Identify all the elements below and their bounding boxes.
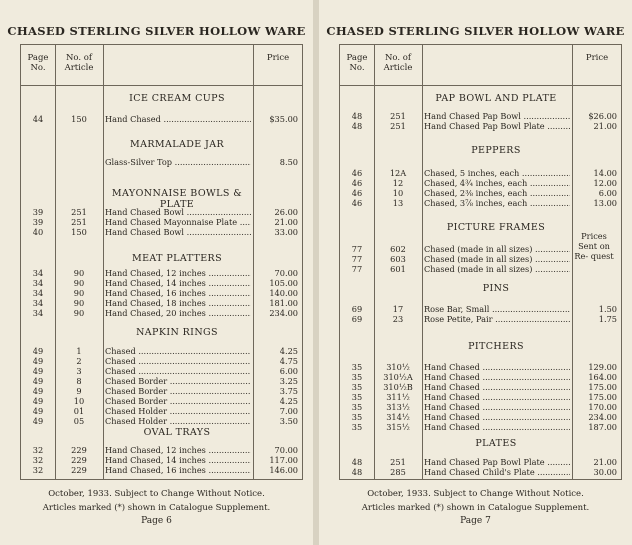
table-row bbox=[21, 386, 302, 396]
page-no-cell: 34 bbox=[32, 278, 44, 288]
page-title: CHASED STERLING SILVER HOLLOW WARE bbox=[7, 24, 306, 38]
article-no-cell: 229 bbox=[71, 445, 87, 455]
page-no-cell: 69 bbox=[351, 314, 363, 324]
table-row bbox=[21, 288, 302, 298]
page-no-cell: 49 bbox=[32, 416, 44, 426]
price-cell: 164.00 bbox=[588, 372, 617, 382]
page-no-cell: 46 bbox=[351, 168, 363, 178]
page-no-cell: 34 bbox=[32, 288, 44, 298]
page-no-cell: 35 bbox=[351, 372, 363, 382]
table-row bbox=[340, 198, 621, 208]
price-cell: 146.00 bbox=[269, 465, 298, 475]
page-no-cell: 34 bbox=[32, 308, 44, 318]
description-cell: Chased Holder ..... bbox=[105, 406, 251, 416]
table-row bbox=[340, 402, 621, 412]
header-price: Price bbox=[266, 53, 290, 63]
description-cell: Chased (made in all sizes) ..... bbox=[424, 264, 570, 274]
description-cell: Hand Chased Pap Bowl Plate ..... bbox=[424, 457, 570, 467]
page-no-cell: 40 bbox=[32, 227, 44, 237]
price-cell: 70.00 bbox=[274, 445, 298, 455]
description-cell: Chased, 3⅞ inches, each ..... bbox=[424, 198, 570, 208]
footer-line: October, 1933. Subject to Change Without Notice. bbox=[48, 489, 265, 499]
page-no-cell: 39 bbox=[32, 217, 44, 227]
page-no-cell: 35 bbox=[351, 412, 363, 422]
page-no-cell: 44 bbox=[32, 114, 44, 124]
page-no-cell: 48 bbox=[351, 457, 363, 467]
table-row bbox=[340, 254, 621, 264]
description-cell: Hand Chased, 18 inches ..... bbox=[105, 298, 251, 308]
table-row bbox=[21, 217, 302, 227]
article-no-cell: 601 bbox=[390, 264, 406, 274]
header-page-no: Page No. bbox=[27, 53, 49, 73]
price-cell: 26.00 bbox=[274, 207, 298, 217]
table-row bbox=[340, 314, 621, 324]
page-no-cell: 49 bbox=[32, 406, 44, 416]
price-cell: 12.00 bbox=[593, 178, 617, 188]
page-no-cell: 35 bbox=[351, 362, 363, 372]
description-cell: Chased Border ..... bbox=[105, 386, 251, 396]
page-no-cell: 69 bbox=[351, 304, 363, 314]
table-row bbox=[340, 422, 621, 432]
page-no-cell: 35 bbox=[351, 392, 363, 402]
page-no-cell: 32 bbox=[32, 465, 44, 475]
price-cell: 175.00 bbox=[588, 382, 617, 392]
description-cell: Hand Chased Pap Bowl ..... bbox=[424, 111, 570, 121]
table-row bbox=[21, 298, 302, 308]
description-cell: Hand Chased ..... bbox=[424, 422, 570, 432]
table-row bbox=[340, 362, 621, 372]
page-no-cell: 46 bbox=[351, 188, 363, 198]
description-cell: Hand Chased Bowl ..... bbox=[105, 227, 251, 237]
description-cell: Chased (made in all sizes) ..... bbox=[424, 244, 570, 254]
section-heading: MAYONNAISE BOWLS & PLATE bbox=[111, 188, 243, 210]
left-page bbox=[0, 0, 313, 545]
description-cell: Chased ..... bbox=[105, 366, 251, 376]
header-price: Price bbox=[585, 53, 609, 63]
article-no-cell: 01 bbox=[73, 406, 85, 416]
footer-line: October, 1933. Subject to Change Without Notice. bbox=[367, 489, 584, 499]
page-no-cell: 35 bbox=[351, 402, 363, 412]
page-no-cell: 32 bbox=[32, 445, 44, 455]
article-no-cell: 311½ bbox=[386, 392, 410, 402]
table-row bbox=[21, 114, 302, 124]
description-cell: Hand Chased, 16 inches ..... bbox=[105, 465, 251, 475]
page-no-cell: 77 bbox=[351, 264, 363, 274]
description-cell: Chased ..... bbox=[105, 356, 251, 366]
section-heading: PITCHERS bbox=[468, 341, 524, 352]
article-no-cell: 315½ bbox=[386, 422, 410, 432]
article-no-cell: 05 bbox=[73, 416, 85, 426]
description-cell: Chased Border ..... bbox=[105, 396, 251, 406]
description-cell: Hand Chased, 12 inches ..... bbox=[105, 445, 251, 455]
table-row bbox=[340, 304, 621, 314]
description-cell: Hand Chased ..... bbox=[424, 362, 570, 372]
article-no-cell: 150 bbox=[71, 114, 87, 124]
article-no-cell: 90 bbox=[73, 288, 85, 298]
table-row bbox=[340, 188, 621, 198]
page-no-cell: 48 bbox=[351, 467, 363, 477]
article-no-cell: 313½ bbox=[386, 402, 410, 412]
price-table bbox=[339, 44, 622, 480]
article-no-cell: 12 bbox=[392, 178, 404, 188]
price-cell: 4.25 bbox=[279, 346, 298, 356]
description-cell: Hand Chased, 14 inches ..... bbox=[105, 455, 251, 465]
page-no-cell: 49 bbox=[32, 396, 44, 406]
description-cell: Hand Chased ..... bbox=[105, 114, 251, 124]
article-no-cell: 229 bbox=[71, 455, 87, 465]
price-cell: 21.00 bbox=[274, 217, 298, 227]
page-title: CHASED STERLING SILVER HOLLOW WARE bbox=[326, 24, 625, 38]
price-cell: 13.00 bbox=[593, 198, 617, 208]
page-no-cell: 39 bbox=[32, 207, 44, 217]
article-no-cell: 90 bbox=[73, 268, 85, 278]
price-note: Prices Sent on Re- quest bbox=[574, 231, 614, 261]
article-no-cell: 8 bbox=[76, 376, 82, 386]
table-row bbox=[21, 376, 302, 386]
price-cell: 33.00 bbox=[274, 227, 298, 237]
table-row bbox=[340, 111, 621, 121]
header-article-no: No. of Article bbox=[64, 53, 94, 73]
table-row bbox=[340, 382, 621, 392]
description-cell: Chased Border ..... bbox=[105, 376, 251, 386]
price-cell: 14.00 bbox=[593, 168, 617, 178]
page-no-cell: 48 bbox=[351, 121, 363, 131]
section-heading: PEPPERS bbox=[471, 145, 521, 156]
article-no-cell: 17 bbox=[392, 304, 404, 314]
section-heading: MARMALADE JAR bbox=[129, 139, 225, 150]
table-row bbox=[21, 416, 302, 426]
section-heading: PINS bbox=[482, 283, 510, 294]
table-row bbox=[340, 372, 621, 382]
section-heading: PLATES bbox=[475, 438, 517, 449]
description-cell: Hand Chased ..... bbox=[424, 382, 570, 392]
section-heading: MEAT PLATTERS bbox=[131, 253, 223, 264]
table-header bbox=[21, 45, 302, 86]
page-no-cell: 77 bbox=[351, 244, 363, 254]
price-cell: 70.00 bbox=[274, 268, 298, 278]
section-heading: ICE CREAM CUPS bbox=[129, 93, 225, 104]
article-no-cell: 251 bbox=[71, 207, 87, 217]
right-page bbox=[319, 0, 632, 545]
table-row bbox=[21, 455, 302, 465]
description-cell: Hand Chased, 12 inches ..... bbox=[105, 268, 251, 278]
table-row bbox=[340, 467, 621, 477]
footer-notice bbox=[319, 487, 632, 515]
section-heading: OVAL TRAYS bbox=[143, 427, 211, 438]
table-row bbox=[21, 396, 302, 406]
page-number: Page 6 bbox=[141, 516, 172, 526]
footer-line: Articles marked (*) shown in Catalogue Supplement. bbox=[42, 503, 271, 513]
article-no-cell: 602 bbox=[390, 244, 406, 254]
article-no-cell: 2 bbox=[76, 356, 82, 366]
page-no-cell: 46 bbox=[351, 198, 363, 208]
page-no-cell: 34 bbox=[32, 268, 44, 278]
page-no-cell: 32 bbox=[32, 455, 44, 465]
article-no-cell: 310½A bbox=[383, 372, 413, 382]
price-cell: 181.00 bbox=[269, 298, 298, 308]
table-row bbox=[340, 244, 621, 254]
table-row bbox=[340, 121, 621, 131]
table-row bbox=[21, 356, 302, 366]
article-no-cell: 251 bbox=[390, 121, 406, 131]
section-heading: PAP BOWL AND PLATE bbox=[435, 93, 557, 104]
table-row bbox=[21, 308, 302, 318]
price-cell: 7.00 bbox=[279, 406, 298, 416]
description-cell: Hand Chased Pap Bowl Plate ..... bbox=[424, 121, 570, 131]
price-cell: 3.25 bbox=[279, 376, 298, 386]
price-table bbox=[20, 44, 303, 480]
description-cell: Chased, 2⅜ inches, each ..... bbox=[424, 188, 570, 198]
price-cell: 170.00 bbox=[588, 402, 617, 412]
price-cell: 140.00 bbox=[269, 288, 298, 298]
article-no-cell: 12A bbox=[389, 168, 407, 178]
page-no-cell: 46 bbox=[351, 178, 363, 188]
price-cell: 3.50 bbox=[279, 416, 298, 426]
price-cell: 187.00 bbox=[588, 422, 617, 432]
description-cell: Hand Chased ..... bbox=[424, 402, 570, 412]
article-no-cell: 3 bbox=[76, 366, 82, 376]
page-no-cell: 34 bbox=[32, 298, 44, 308]
page-no-cell: 49 bbox=[32, 376, 44, 386]
description-cell: Hand Chased ..... bbox=[424, 372, 570, 382]
price-cell: $26.00 bbox=[588, 111, 617, 121]
page-no-cell: 35 bbox=[351, 382, 363, 392]
article-no-cell: 10 bbox=[392, 188, 404, 198]
table-row bbox=[21, 278, 302, 288]
page-no-cell: 48 bbox=[351, 111, 363, 121]
table-row bbox=[21, 465, 302, 475]
price-cell: 234.00 bbox=[588, 412, 617, 422]
description-cell: Hand Chased, 14 inches ..... bbox=[105, 278, 251, 288]
price-cell: 3.75 bbox=[279, 386, 298, 396]
table-row bbox=[340, 178, 621, 188]
table-row bbox=[340, 168, 621, 178]
price-cell: 8.50 bbox=[279, 157, 298, 167]
description-cell: Chased, 5 inches, each ..... bbox=[424, 168, 570, 178]
table-row bbox=[340, 264, 621, 274]
article-no-cell: 90 bbox=[73, 298, 85, 308]
article-no-cell: 150 bbox=[71, 227, 87, 237]
footer-notice bbox=[0, 487, 313, 515]
page-no-cell: 49 bbox=[32, 356, 44, 366]
table-row bbox=[21, 445, 302, 455]
article-no-cell: 251 bbox=[390, 111, 406, 121]
description-cell: Glass-Silver Top ..... bbox=[105, 157, 251, 167]
footer-line: Articles marked (*) shown in Catalogue Supplement. bbox=[361, 503, 590, 513]
price-cell: 6.00 bbox=[598, 188, 617, 198]
description-cell: Hand Chased ..... bbox=[424, 392, 570, 402]
page-no-cell: 49 bbox=[32, 386, 44, 396]
article-no-cell: 310½ bbox=[386, 362, 410, 372]
page-no-cell: 49 bbox=[32, 346, 44, 356]
table-row bbox=[340, 457, 621, 467]
price-cell: 117.00 bbox=[269, 455, 298, 465]
table-header bbox=[340, 45, 621, 86]
price-cell: 129.00 bbox=[588, 362, 617, 372]
price-cell: 1.75 bbox=[598, 314, 617, 324]
section-heading: PICTURE FRAMES bbox=[446, 222, 546, 233]
article-no-cell: 13 bbox=[392, 198, 404, 208]
page-no-cell: 49 bbox=[32, 366, 44, 376]
article-no-cell: 90 bbox=[73, 308, 85, 318]
article-no-cell: 9 bbox=[76, 386, 82, 396]
description-cell: Chased ..... bbox=[105, 346, 251, 356]
table-row bbox=[340, 412, 621, 422]
price-cell: 30.00 bbox=[593, 467, 617, 477]
price-cell: 105.00 bbox=[269, 278, 298, 288]
article-no-cell: 251 bbox=[390, 457, 406, 467]
description-cell: Hand Chased, 20 inches ..... bbox=[105, 308, 251, 318]
page-no-cell: 77 bbox=[351, 254, 363, 264]
article-no-cell: 229 bbox=[71, 465, 87, 475]
description-cell: Hand Chased Mayonnaise Plate ..... bbox=[105, 217, 251, 227]
table-row bbox=[21, 268, 302, 278]
page-number: Page 7 bbox=[460, 516, 491, 526]
article-no-cell: 251 bbox=[71, 217, 87, 227]
price-cell: 234.00 bbox=[269, 308, 298, 318]
price-cell: 4.25 bbox=[279, 396, 298, 406]
page-no-cell: 35 bbox=[351, 422, 363, 432]
section-heading: NAPKIN RINGS bbox=[136, 327, 218, 338]
price-cell: 21.00 bbox=[593, 121, 617, 131]
price-cell: 6.00 bbox=[279, 366, 298, 376]
article-no-cell: 310½B bbox=[383, 382, 413, 392]
article-no-cell: 10 bbox=[73, 396, 85, 406]
price-cell: $35.00 bbox=[269, 114, 298, 124]
table-row bbox=[21, 346, 302, 356]
description-cell: Chased Holder ..... bbox=[105, 416, 251, 426]
table-row bbox=[21, 207, 302, 217]
price-cell: 4.75 bbox=[279, 356, 298, 366]
article-no-cell: 603 bbox=[390, 254, 406, 264]
description-cell: Hand Chased Bowl ..... bbox=[105, 207, 251, 217]
price-cell: 1.50 bbox=[598, 304, 617, 314]
article-no-cell: 285 bbox=[390, 467, 406, 477]
description-cell: Hand Chased, 16 inches ..... bbox=[105, 288, 251, 298]
description-cell: Rose Petite, Pair ..... bbox=[424, 314, 570, 324]
article-no-cell: 90 bbox=[73, 278, 85, 288]
description-cell: Hand Chased ..... bbox=[424, 412, 570, 422]
header-page-no: Page No. bbox=[346, 53, 368, 73]
table-row bbox=[21, 157, 302, 167]
article-no-cell: 314½ bbox=[386, 412, 410, 422]
article-no-cell: 1 bbox=[76, 346, 82, 356]
description-cell: Hand Chased Child's Plate ..... bbox=[424, 467, 570, 477]
description-cell: Chased, 4¾ inches, each ..... bbox=[424, 178, 570, 188]
table-row bbox=[340, 392, 621, 402]
table-row bbox=[21, 366, 302, 376]
price-cell: 21.00 bbox=[593, 457, 617, 467]
table-row bbox=[21, 406, 302, 416]
header-article-no: No. of Article bbox=[383, 53, 413, 73]
description-cell: Chased (made in all sizes) ..... bbox=[424, 254, 570, 264]
table-row bbox=[21, 227, 302, 237]
description-cell: Rose Bar, Small ..... bbox=[424, 304, 570, 314]
article-no-cell: 23 bbox=[392, 314, 404, 324]
price-cell: 175.00 bbox=[588, 392, 617, 402]
